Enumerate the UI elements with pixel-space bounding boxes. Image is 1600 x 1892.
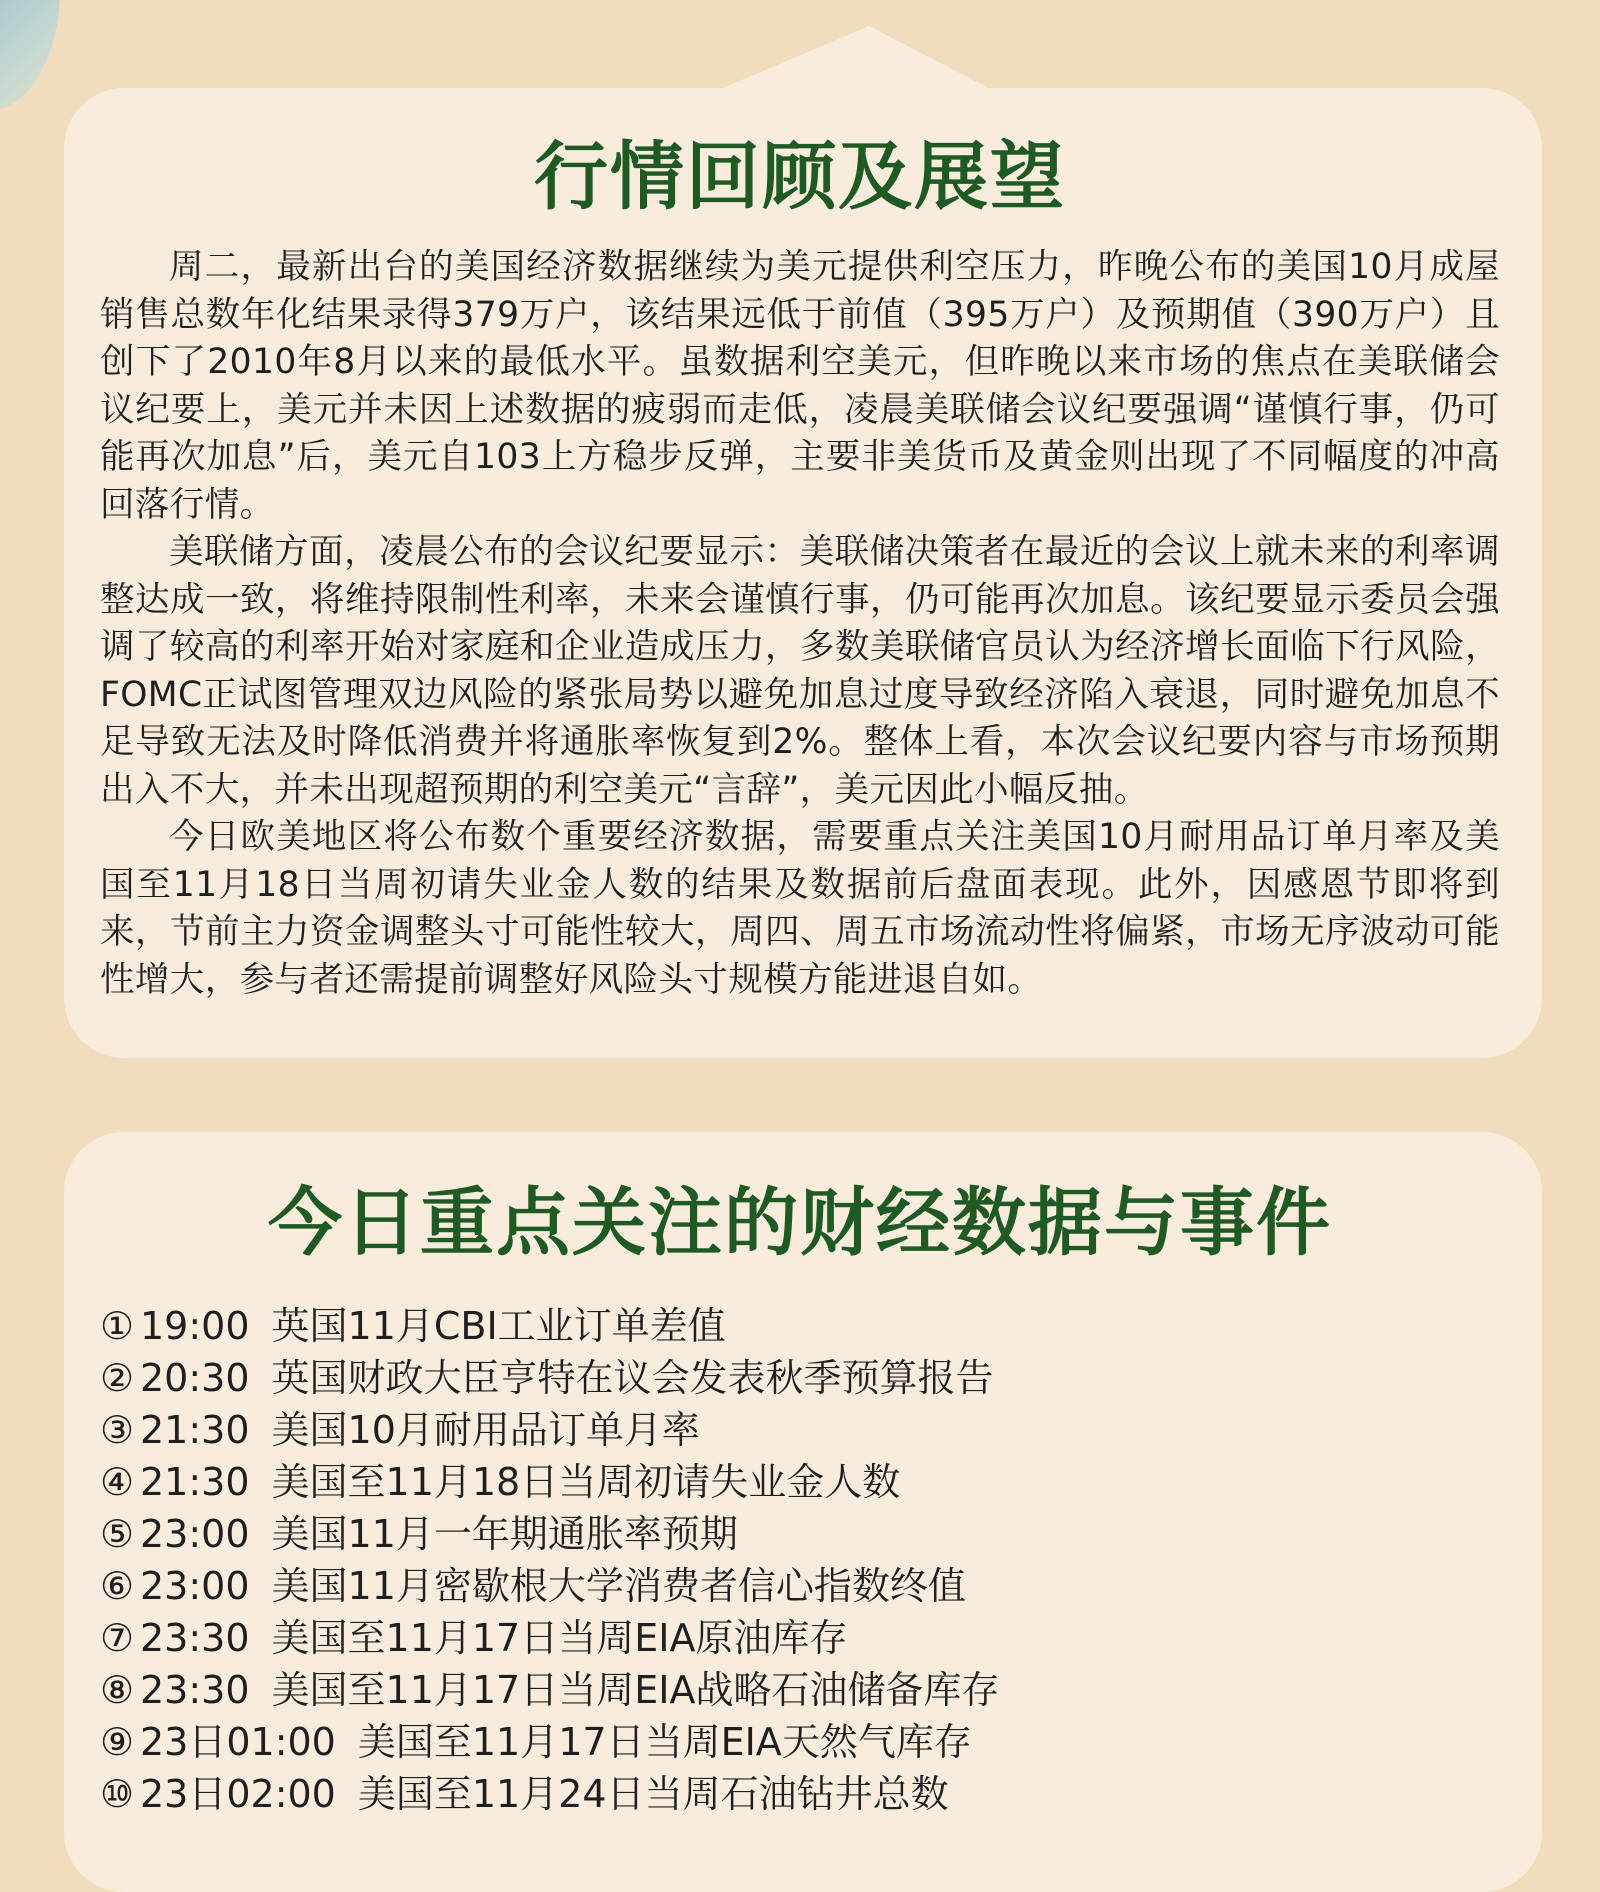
event-number: ①	[100, 1304, 135, 1348]
event-time: 23:00	[140, 1564, 250, 1608]
event-description: 美国至11月17日当周EIA战略石油储备库存	[271, 1668, 1000, 1712]
event-item	[100, 1508, 1500, 1560]
market-review-card	[64, 88, 1542, 1058]
event-time: 21:30	[140, 1408, 250, 1452]
event-number: ⑩	[100, 1772, 135, 1816]
event-description: 美国11月一年期通胀率预期	[271, 1512, 738, 1556]
event-description: 美国11月密歇根大学消费者信心指数终值	[271, 1564, 966, 1608]
market-review-body	[100, 244, 1500, 1004]
event-time: 19:00	[140, 1304, 250, 1348]
event-time: 23日01:00	[140, 1720, 336, 1764]
review-paragraph: 今日欧美地区将公布数个重要经济数据，需要重点关注美国10月耐用品订单月率及美国至11月18日当周初请失业金人数的结果及数据前后盘面表现。此外，因感恩节即将到来，节前主力资金调整头寸可能性较大，周四、周五市场流动性将偏紧，市场无序波动可能性增大，参与者还需提前调整好风险头寸规模方能进退自如。	[100, 817, 1500, 1000]
event-time: 23:30	[140, 1668, 250, 1712]
event-number: ⑤	[100, 1512, 135, 1556]
event-number: ③	[100, 1408, 135, 1452]
event-description: 美国至11月17日当周EIA原油库存	[271, 1616, 848, 1660]
event-item	[100, 1300, 1500, 1352]
event-item	[100, 1456, 1500, 1508]
event-item	[100, 1612, 1500, 1664]
event-item	[100, 1768, 1500, 1820]
event-description: 美国至11月17日当周EIA天然气库存	[357, 1720, 972, 1764]
event-item	[100, 1352, 1500, 1404]
event-description: 英国11月CBI工业订单差值	[271, 1304, 726, 1348]
event-item	[100, 1404, 1500, 1456]
event-time: 21:30	[140, 1460, 250, 1504]
event-number: ⑨	[100, 1720, 135, 1764]
event-number: ⑥	[100, 1564, 135, 1608]
event-description: 美国至11月18日当周初请失业金人数	[271, 1460, 901, 1504]
event-time: 23:00	[140, 1512, 250, 1556]
key-events-title: 今日重点关注的财经数据与事件	[268, 1180, 1332, 1266]
event-time: 23日02:00	[140, 1772, 336, 1816]
event-number: ⑦	[100, 1616, 135, 1660]
event-number: ⑧	[100, 1668, 135, 1712]
event-description: 美国至11月24日当周石油钻井总数	[357, 1772, 949, 1816]
event-description: 美国10月耐用品订单月率	[271, 1408, 700, 1452]
event-number: ②	[100, 1356, 135, 1400]
market-review-title: 行情回顾及展望	[534, 134, 1066, 220]
review-paragraph: 美联储方面，凌晨公布的会议纪要显示：美联储决策者在最近的会议上就未来的利率调整达成一致，将维持限制性利率，未来会谨慎行事，仍可能再次加息。该纪要显示委员会强调了较高的利率开始对家庭和企业造成压力，多数美联储官员认为经济增长面临下行风险，FOMC正试图管理双边风险的紧张局势以避免加息过度导致经济陷入衰退，同时避免加息不足导致无法及时降低消费并将通胀率恢复到2%。整体上看，本次会议纪要内容与市场预期出入不大，并未出现超预期的利空美元“言辞”，美元因此小幅反抽。	[100, 532, 1500, 810]
event-description: 英国财政大臣亨特在议会发表秋季预算报告	[271, 1356, 994, 1400]
event-item	[100, 1560, 1500, 1612]
key-events-card	[64, 1132, 1542, 1892]
event-item	[100, 1716, 1500, 1768]
event-time: 20:30	[140, 1356, 250, 1400]
event-number: ④	[100, 1460, 135, 1504]
event-item	[100, 1664, 1500, 1716]
review-paragraph: 周二，最新出台的美国经济数据继续为美元提供利空压力，昨晚公布的美国10月成屋销售总数年化结果录得379万户，该结果远低于前值（395万户）及预期值（390万户）且创下了2010年8月以来的最低水平。虽数据利空美元，但昨晚以来市场的焦点在美联储会议纪要上，美元并未因上述数据的疲弱而走低，凌晨美联储会议纪要强调“谨慎行事，仍可能再次加息”后，美元自103上方稳步反弹，主要非美货币及黄金则出现了不同幅度的冲高回落行情。	[100, 247, 1500, 525]
corner-decoration	[0, 0, 60, 110]
event-list	[100, 1300, 1500, 1820]
event-time: 23:30	[140, 1616, 250, 1660]
